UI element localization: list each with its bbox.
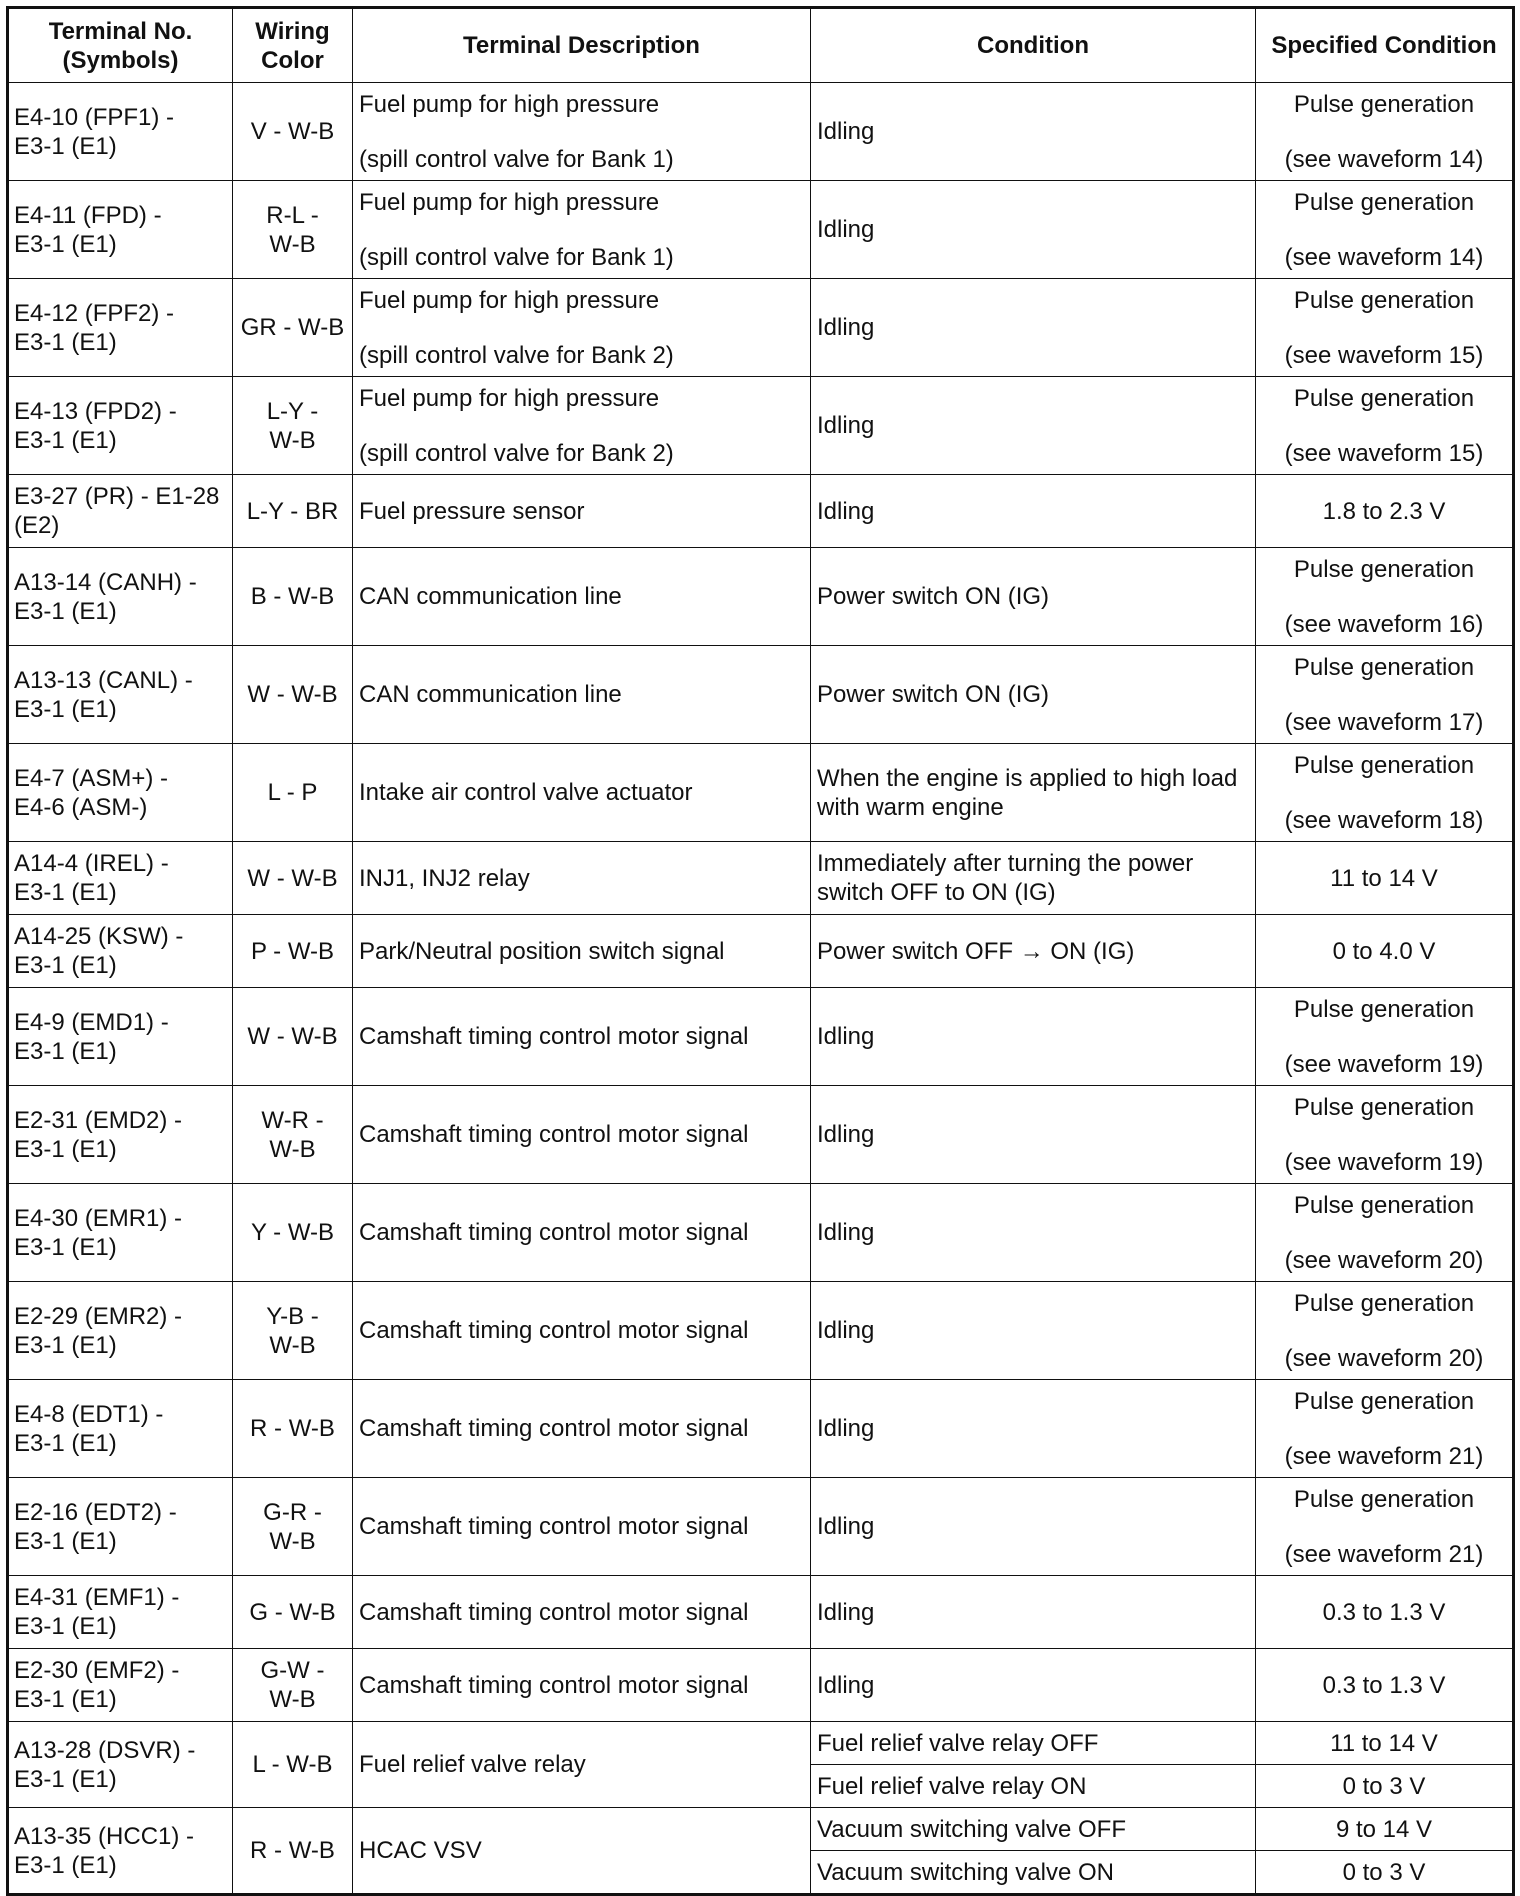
cell-line: E2-30 (EMF2) - (14, 1657, 180, 1684)
cell-line: E4-7 (ASM+) - (14, 764, 169, 792)
cell-line: G - W-B (249, 1598, 336, 1626)
cell-line: (see waveform 19) (1284, 1050, 1484, 1078)
description-cell (353, 1722, 811, 1808)
cell-line: Pulse generation (1293, 1191, 1475, 1219)
cell-line: Fuel pump for high pressure (359, 384, 660, 412)
table-row (8, 1184, 1514, 1282)
cell-line: W - W-B (247, 1023, 338, 1050)
cell-lines (1260, 1485, 1508, 1569)
cell-line: Pulse generation (1293, 188, 1475, 216)
table-row (8, 915, 1514, 988)
cell-line: Camshaft timing control motor signal (359, 1513, 749, 1540)
cell-line: W-B (269, 426, 316, 454)
wiring-color-cell (233, 1576, 353, 1649)
wiring-color-cell (233, 1649, 353, 1722)
condition-cell: Vacuum switching valve OFF (811, 1808, 1256, 1851)
table-row (8, 548, 1514, 646)
cell-line: Pulse generation (1293, 1485, 1475, 1513)
cell-line: Camshaft timing control motor signal (359, 1671, 749, 1699)
terminal-cell (8, 1086, 233, 1184)
cell-line: Fuel pressure sensor (359, 497, 585, 525)
cell-line: E3-1 (E1) (14, 1765, 117, 1793)
table-row (8, 1380, 1514, 1478)
table-row (8, 377, 1514, 475)
table-row (8, 1478, 1514, 1576)
cell-lines (359, 384, 804, 468)
cell-line: Fuel pump for high pressure (359, 286, 660, 314)
specified-condition-cell (1256, 1184, 1514, 1282)
cell-line: CAN communication line (359, 583, 622, 610)
cell-line: E3-1 (E1) (14, 1851, 117, 1879)
terminal-cell (8, 1282, 233, 1380)
wiring-color-cell (233, 83, 353, 181)
cell-line: E3-1 (E1) (14, 695, 117, 723)
specified-condition-cell (1256, 646, 1514, 744)
condition-cell: Idling (811, 1576, 1256, 1649)
cell-line: (see waveform 21) (1284, 1540, 1484, 1568)
cell-line: E3-1 (E1) (14, 1527, 117, 1555)
wiring-color-cell (233, 181, 353, 279)
cell-lines (1260, 653, 1508, 737)
specified-condition-cell (1256, 1282, 1514, 1380)
condition-cell: Vacuum switching valve ON (811, 1851, 1256, 1895)
header-specified-condition: Specified Condition (1256, 8, 1514, 83)
cell-line: E3-1 (E1) (14, 1429, 117, 1457)
wiring-color-cell (233, 1808, 353, 1895)
table-row (8, 83, 1514, 181)
cell-line: Pulse generation (1293, 384, 1475, 412)
cell-lines (1260, 1191, 1508, 1275)
wiring-color-cell (233, 646, 353, 744)
cell-line: (see waveform 15) (1284, 341, 1484, 369)
cell-line: Park/Neutral position switch signal (359, 937, 725, 965)
wiring-color-cell (233, 988, 353, 1086)
terminal-cell (8, 83, 233, 181)
condition-cell: Idling (811, 1184, 1256, 1282)
cell-line: E4-31 (EMF1) - (14, 1584, 180, 1611)
cell-line: A13-28 (DSVR) - (14, 1736, 196, 1764)
terminal-cell (8, 915, 233, 988)
wiring-color-cell (233, 1184, 353, 1282)
cell-line: E3-1 (E1) (14, 328, 117, 356)
cell-line: L-Y - (266, 397, 319, 425)
description-cell (353, 1184, 811, 1282)
header-terminal: Terminal No. (Symbols) (8, 8, 233, 83)
table-row (8, 181, 1514, 279)
condition-cell: Power switch ON (IG) (811, 646, 1256, 744)
terminal-cell (8, 842, 233, 915)
wiring-color-cell (233, 1722, 353, 1808)
cell-line: E3-1 (E1) (14, 132, 117, 160)
specified-condition-cell (1256, 1380, 1514, 1478)
description-cell (353, 548, 811, 646)
condition-cell: Fuel relief valve relay OFF (811, 1722, 1256, 1765)
cell-line: CAN communication line (359, 681, 622, 708)
cell-line: E3-1 (E1) (14, 1233, 117, 1261)
table-body (8, 83, 1514, 1895)
condition-cell: Immediately after turning the power switch OFF to ON (IG) (811, 842, 1256, 915)
cell-line: 0 to 4.0 V (1332, 937, 1436, 965)
description-cell (353, 181, 811, 279)
condition-cell: When the engine is applied to high load with warm engine (811, 744, 1256, 842)
description-cell (353, 1282, 811, 1380)
description-cell (353, 842, 811, 915)
cell-line: Pulse generation (1293, 751, 1475, 779)
description-cell (353, 1649, 811, 1722)
cell-line: E3-1 (E1) (14, 1135, 117, 1163)
table-row (8, 1808, 1514, 1851)
cell-line: E4-30 (EMR1) - (14, 1204, 183, 1232)
condition-cell: Idling (811, 1380, 1256, 1478)
description-cell (353, 377, 811, 475)
header-terminal-description: Terminal Description (353, 8, 811, 83)
cell-line: (see waveform 20) (1284, 1344, 1484, 1372)
table-row (8, 1649, 1514, 1722)
cell-line: 0.3 to 1.3 V (1322, 1598, 1446, 1626)
condition-cell: Idling (811, 1282, 1256, 1380)
cell-line: (spill control valve for Bank 1) (359, 243, 674, 271)
specified-condition-cell (1256, 83, 1514, 181)
condition-cell: Idling (811, 988, 1256, 1086)
cell-line: E4-9 (EMD1) - (14, 1008, 169, 1036)
description-cell (353, 279, 811, 377)
cell-line: W-B (269, 1331, 316, 1359)
description-cell (353, 988, 811, 1086)
wiring-color-cell (233, 279, 353, 377)
description-cell (353, 475, 811, 548)
specified-condition-cell: 9 to 14 V (1256, 1808, 1514, 1851)
cell-lines (359, 188, 804, 272)
terminal-spec-table (6, 6, 1515, 1896)
cell-lines (1260, 1387, 1508, 1471)
cell-line: G-W - (260, 1657, 325, 1684)
condition-cell: Power switch OFF → ON (IG) (811, 915, 1256, 988)
table-row (8, 988, 1514, 1086)
description-cell (353, 646, 811, 744)
description-cell (353, 83, 811, 181)
table-row (8, 1722, 1514, 1765)
specified-condition-cell (1256, 915, 1514, 988)
cell-line: R-L - (266, 201, 319, 229)
terminal-cell (8, 548, 233, 646)
cell-line: 0.3 to 1.3 V (1322, 1671, 1446, 1699)
cell-line: (see waveform 18) (1284, 806, 1484, 834)
condition-cell: Idling (811, 181, 1256, 279)
header-row (8, 8, 1514, 83)
cell-line: E3-1 (E1) (14, 879, 117, 906)
condition-cell: Idling (811, 83, 1256, 181)
cell-line: E2-16 (EDT2) - (14, 1498, 177, 1526)
terminal-cell (8, 377, 233, 475)
cell-lines (1260, 1093, 1508, 1177)
cell-line: V - W-B (250, 118, 335, 145)
cell-line: Fuel pump for high pressure (359, 188, 660, 216)
cell-line: Y-B - (266, 1302, 319, 1330)
table-row (8, 646, 1514, 744)
table-row (8, 842, 1514, 915)
cell-lines (1260, 555, 1508, 639)
wiring-color-cell (233, 548, 353, 646)
cell-line: E3-1 (E1) (14, 1037, 117, 1065)
specified-condition-cell (1256, 1576, 1514, 1649)
cell-line: (see waveform 16) (1284, 610, 1484, 638)
specified-condition-cell (1256, 842, 1514, 915)
cell-lines (1260, 188, 1508, 272)
cell-line: E3-1 (E1) (14, 426, 117, 454)
cell-line: Camshaft timing control motor signal (359, 1598, 749, 1626)
specified-condition-cell (1256, 181, 1514, 279)
cell-line: Fuel pump for high pressure (359, 90, 660, 118)
cell-line: (spill control valve for Bank 1) (359, 145, 674, 173)
cell-line: B - W-B (250, 583, 335, 610)
specified-condition-cell (1256, 744, 1514, 842)
cell-line: E3-27 (PR) - E1-28 (14, 483, 220, 510)
cell-line: (see waveform 17) (1284, 708, 1484, 736)
cell-line: E4-11 (FPD) - (14, 201, 162, 229)
terminal-cell (8, 1808, 233, 1895)
cell-lines (359, 286, 804, 370)
specified-condition-cell (1256, 279, 1514, 377)
table-row (8, 1576, 1514, 1649)
wiring-color-cell (233, 1478, 353, 1576)
cell-line: Camshaft timing control motor signal (359, 1219, 749, 1246)
cell-line: L - W-B (252, 1751, 333, 1778)
specified-condition-cell: 0 to 3 V (1256, 1851, 1514, 1895)
cell-line: (see waveform 20) (1284, 1246, 1484, 1274)
terminal-cell (8, 181, 233, 279)
cell-line: R - W-B (250, 1837, 335, 1864)
cell-line: (see waveform 15) (1284, 439, 1484, 467)
description-cell (353, 744, 811, 842)
cell-line: (see waveform 19) (1284, 1148, 1484, 1176)
header-wiring-color: Wiring Color (233, 8, 353, 83)
cell-line: E3-1 (E1) (14, 1613, 117, 1640)
terminal-cell (8, 475, 233, 548)
terminal-cell (8, 1184, 233, 1282)
wiring-color-cell (233, 1380, 353, 1478)
description-cell (353, 1808, 811, 1895)
cell-line: E4-6 (ASM-) (14, 793, 148, 821)
cell-line: A13-35 (HCC1) - (14, 1822, 195, 1850)
table-row (8, 279, 1514, 377)
cell-line: (E2) (14, 512, 60, 539)
wiring-color-cell (233, 744, 353, 842)
cell-line: W-B (269, 1527, 316, 1555)
terminal-cell (8, 988, 233, 1086)
cell-line: Pulse generation (1293, 1289, 1475, 1317)
cell-line: HCAC VSV (359, 1837, 482, 1864)
specified-condition-cell (1256, 1478, 1514, 1576)
cell-lines (1260, 384, 1508, 468)
cell-line: P - W-B (250, 937, 335, 965)
condition-cell: Idling (811, 1086, 1256, 1184)
terminal-cell (8, 1478, 233, 1576)
description-cell (353, 1086, 811, 1184)
cell-line: Fuel relief valve relay (359, 1751, 586, 1778)
cell-line: Pulse generation (1293, 1387, 1475, 1415)
cell-line: 1.8 to 2.3 V (1322, 497, 1446, 525)
table-row (8, 1086, 1514, 1184)
table-row (8, 475, 1514, 548)
specified-condition-cell (1256, 377, 1514, 475)
cell-line: (spill control valve for Bank 2) (359, 341, 674, 369)
wiring-color-cell (233, 1086, 353, 1184)
terminal-cell (8, 1380, 233, 1478)
cell-line: W-B (269, 1686, 316, 1713)
cell-line: G-R - (263, 1498, 322, 1526)
cell-line: Pulse generation (1293, 90, 1475, 118)
description-cell (353, 915, 811, 988)
wiring-color-cell (233, 1282, 353, 1380)
condition-cell: Power switch ON (IG) (811, 548, 1256, 646)
cell-line: INJ1, INJ2 relay (359, 864, 530, 892)
condition-cell: Idling (811, 1478, 1256, 1576)
cell-lines (1260, 751, 1508, 835)
table-row (8, 1282, 1514, 1380)
cell-line: A14-4 (IREL) - (14, 850, 169, 877)
cell-lines (1260, 1289, 1508, 1373)
cell-line: L - P (267, 779, 318, 806)
cell-line: A13-14 (CANH) - (14, 568, 197, 596)
cell-line: A13-13 (CANL) - (14, 666, 193, 694)
cell-line: W - W-B (247, 864, 338, 892)
condition-cell: Fuel relief valve relay ON (811, 1765, 1256, 1808)
specified-condition-cell (1256, 988, 1514, 1086)
cell-line: W-B (269, 230, 316, 258)
cell-line: E2-31 (EMD2) - (14, 1106, 183, 1134)
cell-line: E4-12 (FPF2) - (14, 299, 175, 327)
terminal-cell (8, 1576, 233, 1649)
cell-line: E3-1 (E1) (14, 597, 117, 625)
cell-line: Pulse generation (1293, 286, 1475, 314)
wiring-color-cell (233, 915, 353, 988)
terminal-cell (8, 646, 233, 744)
terminal-cell (8, 279, 233, 377)
cell-lines (359, 90, 804, 174)
cell-line: 11 to 14 V (1330, 864, 1438, 892)
specified-condition-cell (1256, 475, 1514, 548)
cell-line: (see waveform 21) (1284, 1442, 1484, 1470)
wiring-color-cell (233, 475, 353, 548)
cell-line: Pulse generation (1293, 653, 1475, 681)
cell-line: E4-8 (EDT1) - (14, 1400, 164, 1428)
condition-cell: Idling (811, 377, 1256, 475)
cell-line: W-R - (261, 1106, 324, 1134)
cell-lines (1260, 90, 1508, 174)
specified-condition-cell (1256, 548, 1514, 646)
condition-cell: Idling (811, 1649, 1256, 1722)
cell-line: Y - W-B (250, 1219, 335, 1246)
description-cell (353, 1478, 811, 1576)
header-condition: Condition (811, 8, 1256, 83)
wiring-color-cell (233, 842, 353, 915)
cell-line: (see waveform 14) (1284, 243, 1484, 271)
specified-condition-cell: 0 to 3 V (1256, 1765, 1514, 1808)
cell-line: (spill control valve for Bank 2) (359, 439, 674, 467)
terminal-cell (8, 1722, 233, 1808)
description-cell (353, 1380, 811, 1478)
cell-line: E3-1 (E1) (14, 1331, 117, 1359)
cell-line: W - W-B (247, 681, 338, 708)
cell-line: E3-1 (E1) (14, 230, 117, 258)
terminal-cell (8, 1649, 233, 1722)
cell-line: GR - W-B (240, 314, 345, 341)
cell-line: Camshaft timing control motor signal (359, 1023, 749, 1050)
cell-line: Intake air control valve actuator (359, 779, 693, 806)
cell-line: Pulse generation (1293, 1093, 1475, 1121)
cell-line: Pulse generation (1293, 555, 1475, 583)
cell-line: (see waveform 14) (1284, 145, 1484, 173)
table-row (8, 744, 1514, 842)
cell-line: Camshaft timing control motor signal (359, 1121, 749, 1148)
description-cell (353, 1576, 811, 1649)
terminal-cell (8, 744, 233, 842)
cell-line: E4-13 (FPD2) - (14, 397, 177, 425)
cell-line: L-Y - BR (246, 497, 339, 525)
specified-condition-cell: 11 to 14 V (1256, 1722, 1514, 1765)
cell-line: Camshaft timing control motor signal (359, 1317, 749, 1344)
cell-line: A14-25 (KSW) - (14, 923, 184, 950)
condition-cell: Idling (811, 475, 1256, 548)
cell-line: E2-29 (EMR2) - (14, 1302, 183, 1330)
cell-line: E3-1 (E1) (14, 1686, 117, 1713)
cell-line: E3-1 (E1) (14, 952, 117, 979)
specified-condition-cell (1256, 1086, 1514, 1184)
cell-line: W-B (269, 1135, 316, 1163)
cell-line: E4-10 (FPF1) - (14, 103, 175, 131)
cell-line: Camshaft timing control motor signal (359, 1415, 749, 1442)
cell-line: Pulse generation (1293, 995, 1475, 1023)
condition-cell: Idling (811, 279, 1256, 377)
cell-line: R - W-B (250, 1415, 335, 1442)
cell-lines (1260, 995, 1508, 1079)
wiring-color-cell (233, 377, 353, 475)
specified-condition-cell (1256, 1649, 1514, 1722)
cell-lines (1260, 286, 1508, 370)
